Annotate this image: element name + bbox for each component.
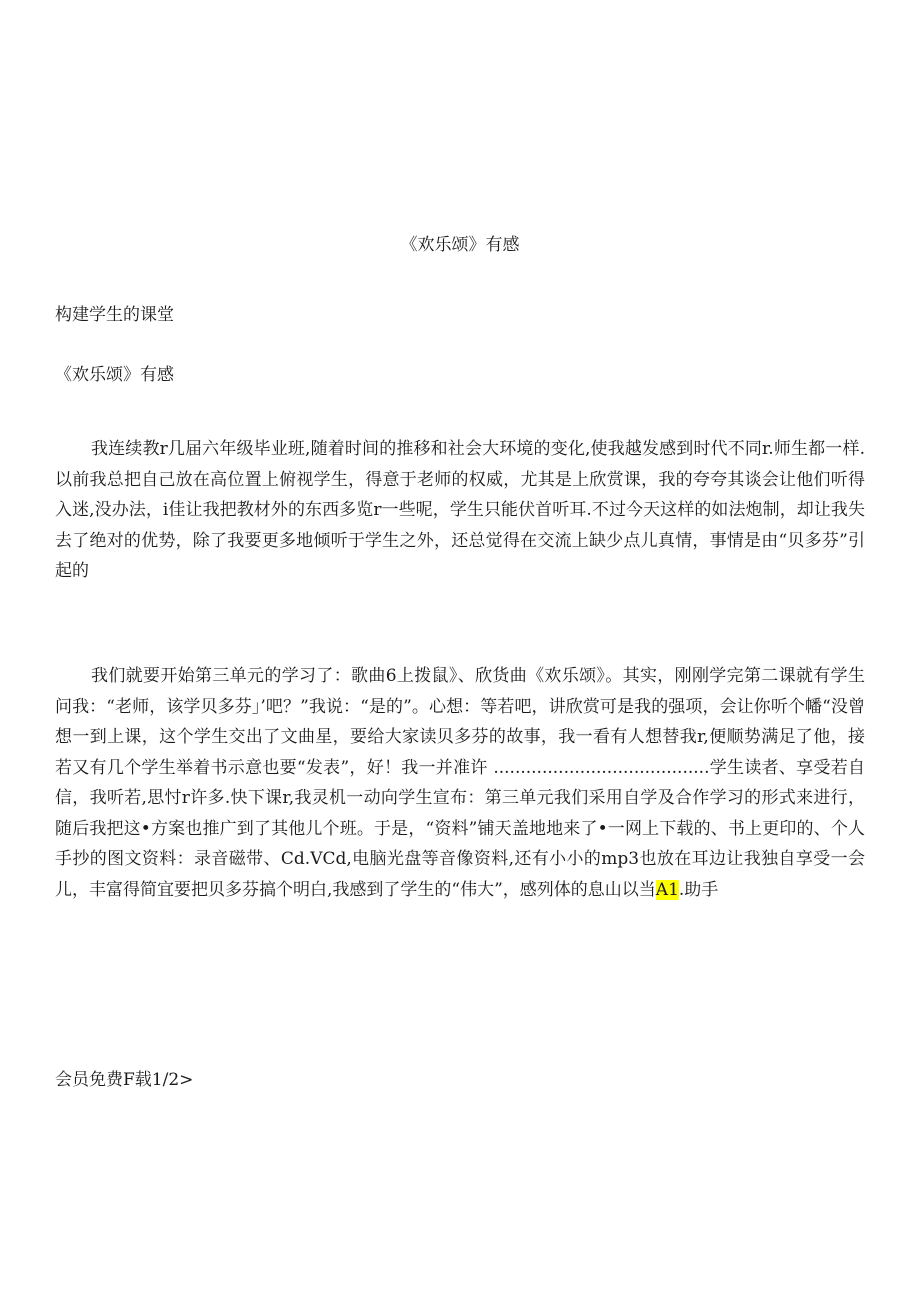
- paragraph-1: 我连续教r几届六年级毕业班,随着时间的推移和社会大环境的变化,使我越发感到时代不同r.师生都一样.以前我总把自己放在高位置上俯视学生，得意于老师的权威，尤其是上欣赏课，我的夸夸其谈会让他们听得入迷,没办法，i佳让我把教材外的东西多览r一些呢，学生只能伏首听耳.不过今天这样的如法炮制，却让我失去了绝对的优势，除了我要更多地倾听于学生之外，还总觉得在交流上缺少点儿真情，事情是由“贝多芬”引起的: [55, 439, 865, 581]
- article-heading: 《欢乐颂》有感: [55, 365, 174, 385]
- highlighted-text: A1: [655, 879, 679, 900]
- paragraph-2-tail: .助手: [678, 879, 719, 900]
- paragraph-2: [55, 661, 865, 905]
- download-footer-link[interactable]: 会员免费F载1/2>: [55, 1070, 194, 1090]
- paragraph-2-text: 我们就要开始第三单元的学习了：歌曲6上拨鼠》、欣货曲《欢乐颂》。其实，刚刚学完第二课就有学生问我：“老师，该学贝多芬」’吧？”我说：“是的”。心想：等若吧，讲欣赏可是我的强项，会让你听个幡“没曾想一到上课，这个学生交出了文曲星，要给大家读贝多芬的故事，我一看有人想替我r,便顺势满足了他，接若又有几个学生举着书示意也要“发表”，好！我一并准许 ........................................学生读者、享受若自信，我听若,思忖r许多.快下课r,我灵机一动向学生宣布：第三单元我们采用自学及合作学习的形式来进行，随后我把这•方案也推广到了其他儿个班。于是，“资料”铺天盖地地来了•一网上下载的、书上更印的、个人手抄的图文资料：录音磁带、Cd.VCd,电脑光盘等音像资料,还有小小的mp3也放在耳边让我独自享受一会儿，丰富得简宜要把贝多芬搞个明白,我感到了学生的“伟大”，感列体的息山以当: [55, 666, 865, 900]
- page-title: 《欢乐颂》有感: [400, 235, 520, 255]
- section-heading: 构建学生的课堂: [55, 305, 174, 325]
